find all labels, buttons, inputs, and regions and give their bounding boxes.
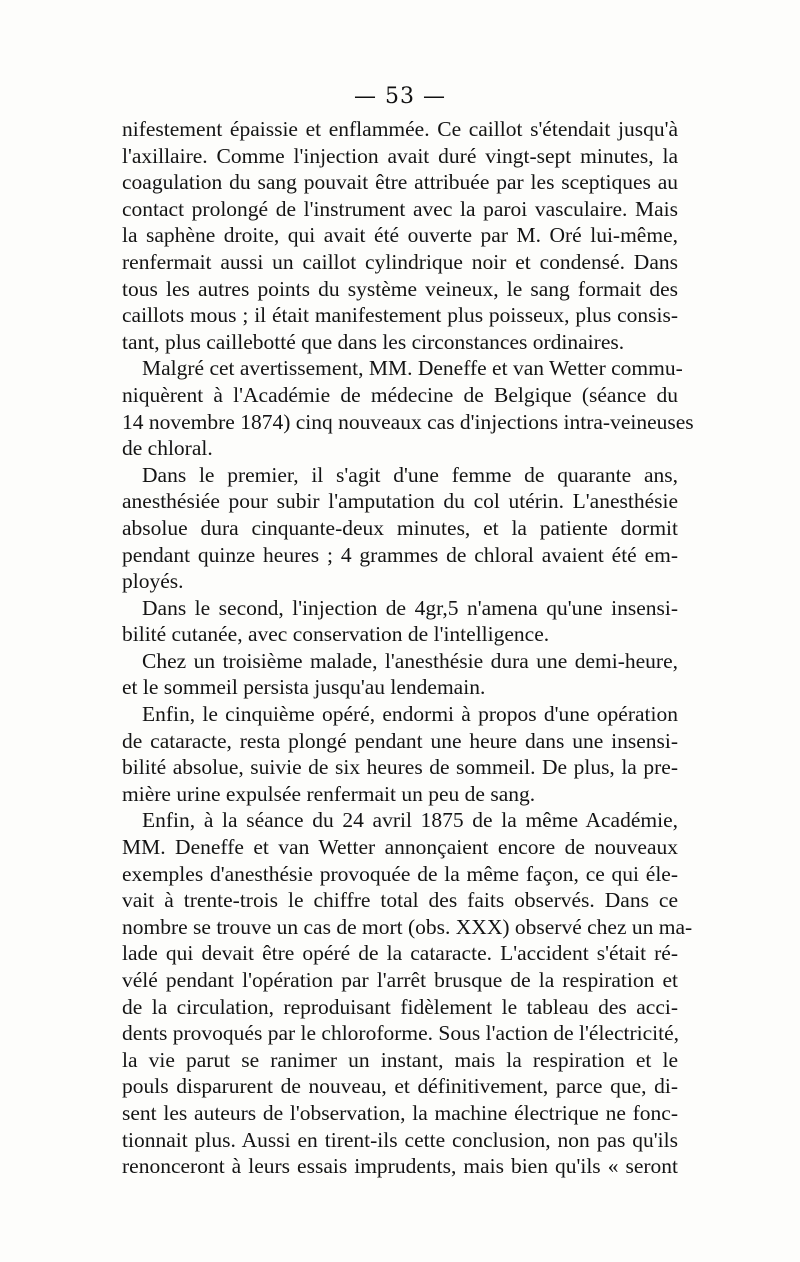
text-line: coagulation du sang pouvait être attribuée par les sceptiques au <box>122 170 678 195</box>
text-line: renfermait aussi un caillot cylindrique noir et condensé. Dans <box>122 249 678 274</box>
text-line: de la circulation, reproduisant fidèlement le tableau des acci- <box>122 994 678 1019</box>
paragraph-3 <box>122 462 678 595</box>
paragraph-1 <box>122 116 678 355</box>
text-line: bilité absolue, suivie de six heures de sommeil. De plus, la pre- <box>122 755 678 780</box>
text-line: Dans le second, l'injection de 4gr,5 n'amena qu'une insensi- <box>142 595 678 620</box>
text-line: lade qui devait être opéré de la cataracte. L'accident s'était ré- <box>122 941 678 966</box>
text-line: mière urine expulsée renfermait un peu de sang. <box>122 781 536 806</box>
text-line: dents provoqués par le chloroforme. Sous l'action de l'électricité, <box>122 1021 680 1046</box>
text-line: et le sommeil persista jusqu'au lendemain. <box>122 675 486 700</box>
text-line: Malgré cet avertissement, MM. Deneffe et van Wetter commu- <box>142 356 683 381</box>
paragraph-4 <box>122 595 678 648</box>
text-line: la vie parut se ranimer un instant, mais la respiration et le <box>122 1047 678 1072</box>
text-line: de chloral. <box>122 436 213 461</box>
text-line: pouls disparurent de nouveau, et définitivement, parce que, di- <box>122 1074 678 1099</box>
text-line: tant, plus caillebotté que dans les circonstances ordinaires. <box>122 329 625 354</box>
text-line: absolue dura cinquante-deux minutes, et la patiente dormit <box>122 515 678 540</box>
text-line: tous les autres points du système veineux, le sang formait des <box>122 276 678 301</box>
text-line: sent les auteurs de l'observation, la machine électrique ne fonc- <box>122 1100 678 1125</box>
text-line: caillots mous ; il était manifestement plus poisseux, plus consis- <box>122 303 678 328</box>
text-line: ployés. <box>122 569 184 594</box>
paragraph-5 <box>122 648 678 701</box>
text-line: tionnait plus. Aussi en tirent-ils cette conclusion, non pas qu'ils <box>122 1127 678 1152</box>
page-number: — 53 — <box>354 84 446 109</box>
text-line: MM. Deneffe et van Wetter annonçaient encore de nouveaux <box>122 835 678 860</box>
text-line: Enfin, à la séance du 24 avril 1875 de la même Académie, <box>142 808 678 833</box>
text-line: renonceront à leurs essais imprudents, mais bien qu'ils « seront <box>122 1154 678 1179</box>
paragraph-7 <box>122 807 693 1179</box>
body-text <box>122 116 694 1180</box>
text-line: nifestement épaissie et enflammée. Ce caillot s'étendait jusqu'à <box>122 117 678 141</box>
paragraph-6 <box>122 701 678 807</box>
text-line: niquèrent à l'Académie de médecine de Belgique (séance du <box>122 382 678 407</box>
text-line: exemples d'anesthésie provoquée de la même façon, ce qui éle- <box>122 861 678 886</box>
text-line: anesthésiée pour subir l'amputation du col utérin. L'anesthésie <box>122 489 678 514</box>
text-line: la saphène droite, qui avait été ouverte par M. Oré lui-même, <box>122 223 678 248</box>
text-line: Enfin, le cinquième opéré, endormi à propos d'une opération <box>142 702 678 727</box>
text-line: Chez un troisième malade, l'anesthésie dura une demi-heure, <box>142 648 678 673</box>
text-line: l'axillaire. Comme l'injection avait duré vingt-sept minutes, la <box>122 143 678 168</box>
text-line: de cataracte, resta plongé pendant une heure dans une insensi- <box>122 728 678 753</box>
text-line: 14 novembre 1874) cinq nouveaux cas d'injections intra-veineuses <box>122 409 694 434</box>
text-line: bilité cutanée, avec conservation de l'intelligence. <box>122 622 550 647</box>
text-line: pendant quinze heures ; 4 grammes de chloral avaient été em- <box>122 542 678 567</box>
text-line: vélé pendant l'opération par l'arrêt brusque de la respiration et <box>122 968 678 992</box>
text-line: contact prolongé de l'instrument avec la paroi vasculaire. Mais <box>122 196 678 221</box>
text-line: Dans le premier, il s'agit d'une femme de quarante ans, <box>142 462 678 487</box>
text-line: vait à trente-trois le chiffre total des faits observés. Dans ce <box>122 888 678 913</box>
paragraph-2 <box>122 355 694 461</box>
text-line: nombre se trouve un cas de mort (obs. XXX) observé chez un ma- <box>122 914 693 939</box>
